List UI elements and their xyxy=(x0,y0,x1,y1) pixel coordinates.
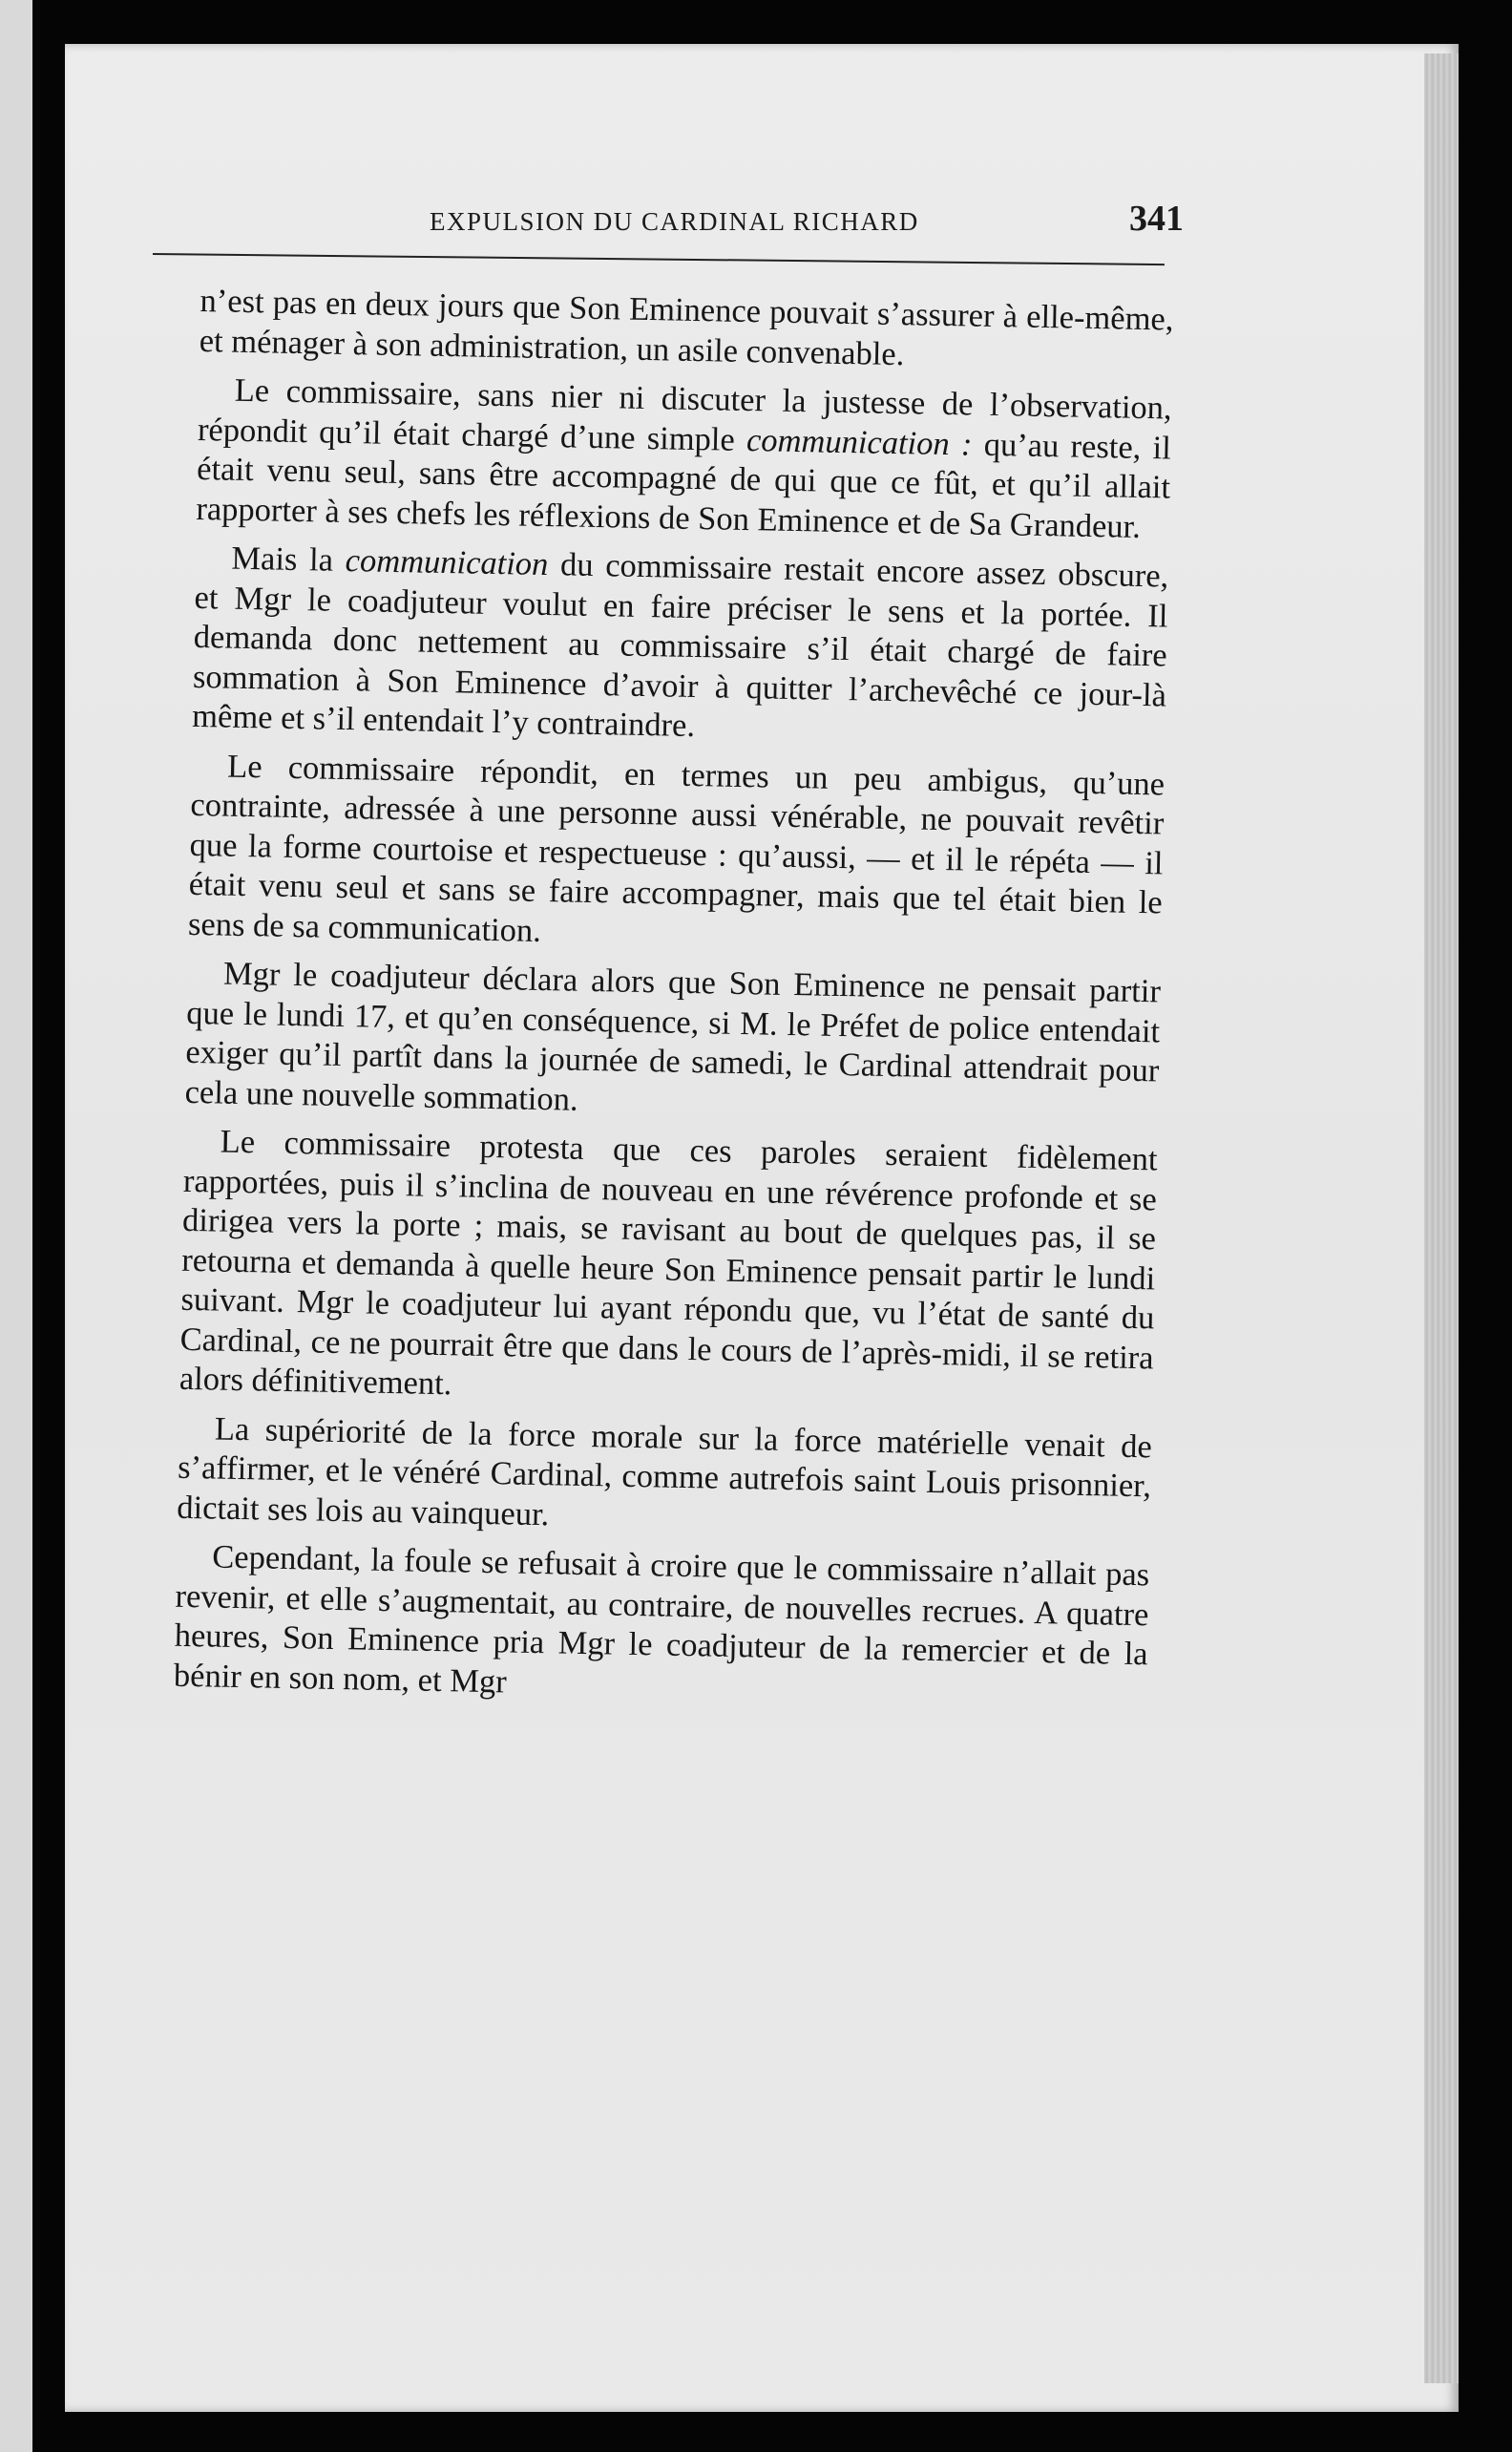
body-text xyxy=(173,282,1173,1723)
text-run: Mgr le coadjuteur déclara alors que Son Eminence ne pensait partir que le lundi 17, et qu’en conséquence, si M. le Préfet de police entendait exiger qu’il partît dans la journée de samedi, le Cardinal attendrait pour cela une nouvelle sommation. xyxy=(184,955,1162,1118)
text-run: qu’au reste, il était venu seul, sans être accompagné de qui que ce fût, et qu’il allait rapporter à ses chefs les réflexions de Son Eminence et de Sa Grandeur. xyxy=(196,426,1172,545)
paragraph xyxy=(177,1408,1152,1546)
running-title: EXPULSION DU CARDINAL RICHARD xyxy=(430,207,919,236)
text-run: Le commissaire protesta que ces paroles seraient fidèlement rapportées, puis il s’inclina de nouveau en une révérence profonde et se dirigea vers la porte ; mais, se ravisant au bout de quelques pas, il se retourna et demanda à quelle heure Son Eminence pensait partir le lundi suivant. Mgr le coadjuteur lui ayant répondu que, vu l’état de santé du Cardinal, ce ne pourrait être que dans le cours de l’après-midi, il se retira alors définitivement. xyxy=(178,1123,1158,1403)
paragraph xyxy=(192,539,1169,755)
paragraph xyxy=(179,1122,1158,1418)
paragraph xyxy=(196,370,1172,548)
paragraph xyxy=(174,1537,1150,1715)
page-edge xyxy=(1424,53,1459,2383)
running-header xyxy=(153,186,1184,272)
page-number: 341 xyxy=(1129,199,1184,239)
text-run: du commissaire restait encore assez obscure, et Mgr le coadjuteur voulut en faire préciser le sens et la portée. Il demanda donc nettement au commissaire s’il était chargé de faire sommation à Son Eminence d’avoir à quitter l’archevêché ce jour-là même et s’il entendait l’y contraindre. xyxy=(191,546,1169,745)
paragraph xyxy=(184,954,1161,1131)
text-run: Le commissaire répondit, en termes un peu ambigus, qu’une contrainte, adressée à une personne aussi vénérable, ne pouvait revêtir que la forme courtoise et respectueuse : qu’aussi, — et il le répéta — il était venu seul et sans se faire accompagner, mais que tel était bien le sens de sa communication. xyxy=(187,748,1166,949)
text-run: Mais la xyxy=(231,539,346,579)
text-run: n’est pas en deux jours que Son Eminence pouvait s’assurer à elle-même, et ménager à son administration, un asile convenable. xyxy=(199,282,1174,372)
italic-text-run: communication xyxy=(345,541,549,583)
left-page-strip xyxy=(0,0,32,2452)
text-run: Le commissaire, sans nier ni discuter la justesse de l’observation, répondit qu’il était chargé d’une simple xyxy=(197,371,1173,458)
italic-text-run: communication : xyxy=(746,421,973,463)
text-run: Cependant, la foule se refusait à croire que le commissaire n’allait pas revenir, et elle s’augmentait, au contraire, de nouvelles recrues. A quatre heures, Son Eminence pria Mgr le coadjuteur de la remercier et de la bénir en son nom, et Mgr xyxy=(173,1538,1150,1700)
paragraph xyxy=(188,746,1166,962)
text-run: La supériorité de la force morale sur la force matérielle venait de s’affirmer, et le vénéré Cardinal, comme autrefois saint Louis prisonnier, dictait ses lois au vainqueur. xyxy=(176,1410,1153,1532)
header-rule xyxy=(153,253,1165,265)
